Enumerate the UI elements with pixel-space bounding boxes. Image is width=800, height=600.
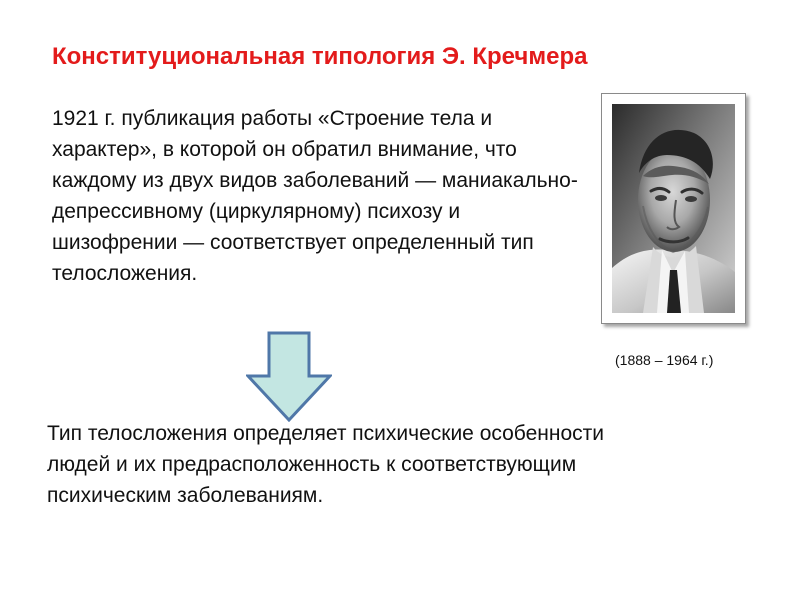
portrait-years: (1888 – 1964 г.) [615,352,714,368]
intro-paragraph: 1921 г. публикация работы «Строение тела и характер», в которой он обратил внимание, что каждому из двух видов заболеваний — маниакально-депрессивному (циркулярному) психозу и шизофрении — соответствует определенный тип телосложения. [52,107,578,285]
conclusion-paragraph: Тип телосложения определяет психические особенности людей и их предрасположенность к соответствующим психическим заболеваниям. [47,422,604,507]
slide-title: Конституциональная типология Э. Кречмера [52,43,588,70]
portrait-frame [601,93,746,324]
portrait-photo [612,104,735,313]
down-arrow-icon [246,331,332,422]
